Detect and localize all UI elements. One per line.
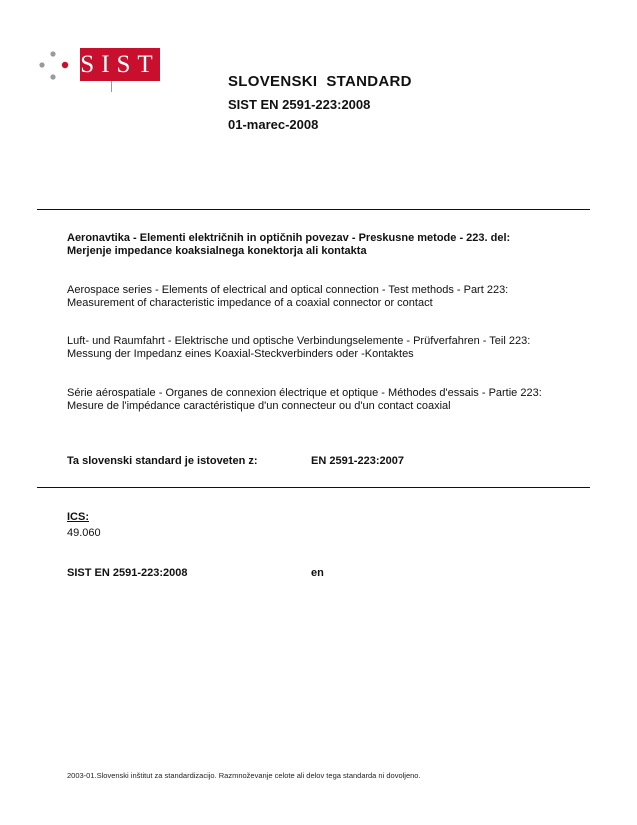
identical-label: Ta slovenski standard je istoveten z: (67, 455, 258, 467)
title-german: Luft- und Raumfahrt - Elektrische und optische Verbindungselemente - Prüfverfahren - Teil 223: Messung der Impedanz eines Koaxial-Steckverbinders oder -Kontaktes (67, 335, 531, 360)
title-french: Série aérospatiale - Organes de connexion électrique et optique - Méthodes d'essais - Partie 223: Mesure de l'impédance caractéristique d'un connecteur ou d'un contact coaxial (67, 387, 542, 412)
title-english: Aerospace series - Elements of electrical and optical connection - Test methods - Part 223: Measurement of characteristic impedance of a coaxial connector or contact (67, 284, 509, 309)
bottom-standard-code: SIST EN 2591-223:2008 (67, 567, 188, 579)
identical-value: EN 2591-223:2007 (311, 455, 404, 467)
copyright-footer: 2003-01.Slovenski inštitut za standardizacijo. Razmnoževanje celote ali delov tega standarda ni dovoljeno. (67, 771, 421, 780)
language-code: en (311, 567, 324, 579)
ics-value: 49.060 (67, 527, 101, 539)
standard-code: SIST EN 2591-223:2008 (228, 97, 371, 112)
title-slovenian: Aeronavtika - Elementi električnih in optičnih povezav - Preskusne metode - 223. del: Merjenje impedance koaksialnega konektorja ali kontakta (67, 232, 511, 257)
logo-dots-icon (38, 50, 78, 90)
sist-logo: SIST (80, 48, 160, 81)
logo-divider (111, 81, 112, 92)
standard-title: SLOVENSKI STANDARD (228, 73, 412, 90)
top-divider (37, 209, 590, 210)
ics-label: ICS: (67, 511, 89, 523)
middle-divider (37, 487, 590, 488)
standard-date: 01-marec-2008 (228, 117, 319, 132)
